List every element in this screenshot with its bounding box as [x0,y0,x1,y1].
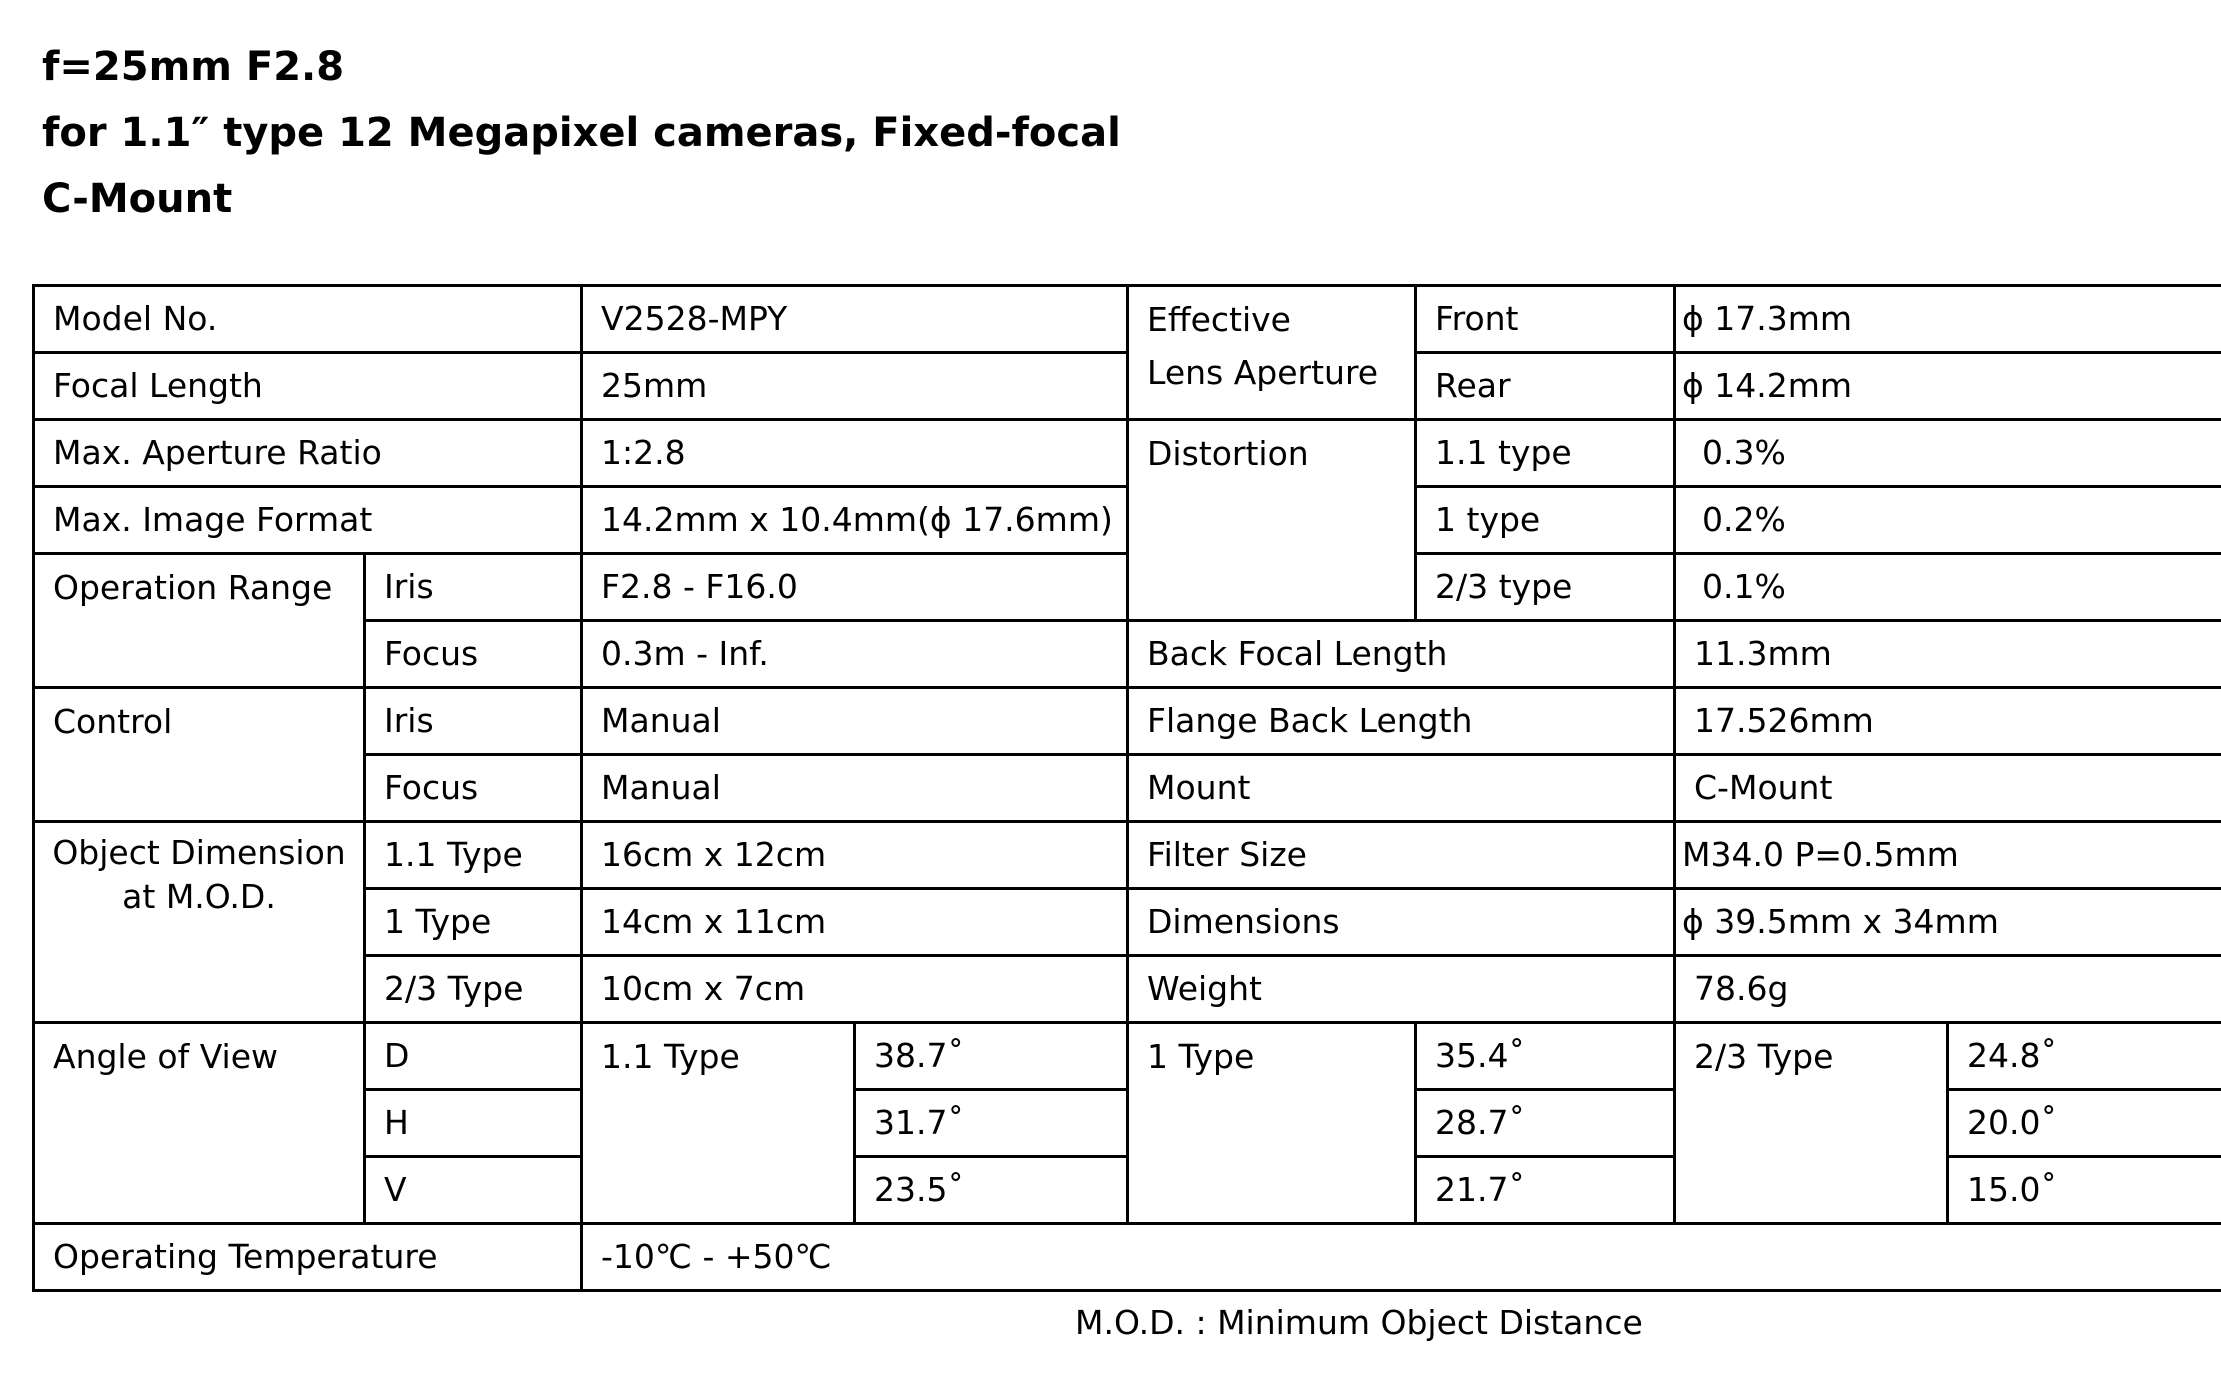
aperture-value: 1:2.8 [582,420,1128,487]
control-iris-label: Iris [365,688,582,755]
table-row [34,1023,2221,1090]
table-row [34,1224,2221,1291]
spec-header [42,34,1121,232]
distortion-value: 0.1% [1675,554,2221,621]
aov-value: 28.7˚ [1416,1090,1675,1157]
eff-aperture-label-1: Effective [1147,300,1291,339]
table-row [34,822,2221,889]
eff-rear-label: Rear [1416,353,1675,420]
distortion-type: 1 type [1416,487,1675,554]
footnote: M.O.D. : Minimum Object Distance [1075,1303,1643,1342]
aov-axis-h: H [365,1090,582,1157]
objdim-label-1: Object Dimension [52,833,346,872]
dimensions-label: Dimensions [1128,889,1675,956]
table-row [34,353,2221,420]
table-row [34,286,2221,353]
aov-value: 20.0˚ [1948,1090,2221,1157]
dimensions-value: ϕ 39.5mm x 34mm [1675,889,2221,956]
eff-aperture-label [1128,286,1416,420]
control-label: Control [34,688,365,822]
eff-front-value: ϕ 17.3mm [1675,286,2221,353]
oprange-focus-label: Focus [365,621,582,688]
aov-type-label: 1 Type [1128,1023,1416,1224]
bfl-value: 11.3mm [1675,621,2221,688]
format-value: 14.2mm x 10.4mm(ϕ 17.6mm) [582,487,1128,554]
filter-label: Filter Size [1128,822,1675,889]
eff-aperture-label-2: Lens Aperture [1147,353,1379,392]
spec-table [32,284,2221,1292]
aov-label: Angle of View [34,1023,365,1224]
objdim-label [34,822,365,1023]
objdim-type: 1 Type [365,889,582,956]
objdim-type: 2/3 Type [365,956,582,1023]
objdim-type: 1.1 Type [365,822,582,889]
aov-axis-v: V [365,1157,582,1224]
oprange-label: Operation Range [34,554,365,688]
table-row [34,420,2221,487]
aov-axis-d: D [365,1023,582,1090]
aov-value: 15.0˚ [1948,1157,2221,1224]
distortion-type: 1.1 type [1416,420,1675,487]
oprange-focus-value: 0.3m - Inf. [582,621,1128,688]
weight-label: Weight [1128,956,1675,1023]
table-row [34,554,2221,621]
focal-label: Focal Length [34,353,582,420]
control-iris-value: Manual [582,688,1128,755]
objdim-label-2: at M.O.D. [122,877,276,916]
distortion-value: 0.3% [1675,420,2221,487]
focal-value: 25mm [582,353,1128,420]
aov-value: 23.5˚ [855,1157,1128,1224]
eff-rear-value: ϕ 14.2mm [1675,353,2221,420]
model-value: V2528-MPY [582,286,1128,353]
objdim-value: 10cm x 7cm [582,956,1128,1023]
model-label: Model No. [34,286,582,353]
distortion-label: Distortion [1128,420,1416,621]
objdim-value: 14cm x 11cm [582,889,1128,956]
aov-type-label: 2/3 Type [1675,1023,1948,1224]
aov-type-label: 1.1 Type [582,1023,855,1224]
table-row [34,487,2221,554]
bfl-label: Back Focal Length [1128,621,1675,688]
distortion-type: 2/3 type [1416,554,1675,621]
aperture-label: Max. Aperture Ratio [34,420,582,487]
lens-camera-format: for 1.1″ type 12 Megapixel cameras, Fixed‐focal [42,110,1121,156]
table-row [34,688,2221,755]
aov-value: 24.8˚ [1948,1023,2221,1090]
flange-value: 17.526mm [1675,688,2221,755]
mount-label: Mount [1128,755,1675,822]
distortion-value: 0.2% [1675,487,2221,554]
aov-value: 35.4˚ [1416,1023,1675,1090]
control-focus-value: Manual [582,755,1128,822]
oprange-iris-label: Iris [365,554,582,621]
eff-front-label: Front [1416,286,1675,353]
oprange-iris-value: F2.8 - F16.0 [582,554,1128,621]
flange-label: Flange Back Length [1128,688,1675,755]
aov-value: 21.7˚ [1416,1157,1675,1224]
control-focus-label: Focus [365,755,582,822]
lens-mount-title: C-Mount [42,176,233,222]
mount-value: C‐Mount [1675,755,2221,822]
lens-focal-title: f=25mm F2.8 [42,44,345,90]
temp-label: Operating Temperature [34,1224,582,1291]
objdim-value: 16cm x 12cm [582,822,1128,889]
aov-value: 31.7˚ [855,1090,1128,1157]
format-label: Max. Image Format [34,487,582,554]
aov-value: 38.7˚ [855,1023,1128,1090]
temp-value: ‐10℃ - +50℃ [582,1224,2221,1291]
filter-value: M34.0 P=0.5mm [1675,822,2221,889]
weight-value: 78.6g [1675,956,2221,1023]
